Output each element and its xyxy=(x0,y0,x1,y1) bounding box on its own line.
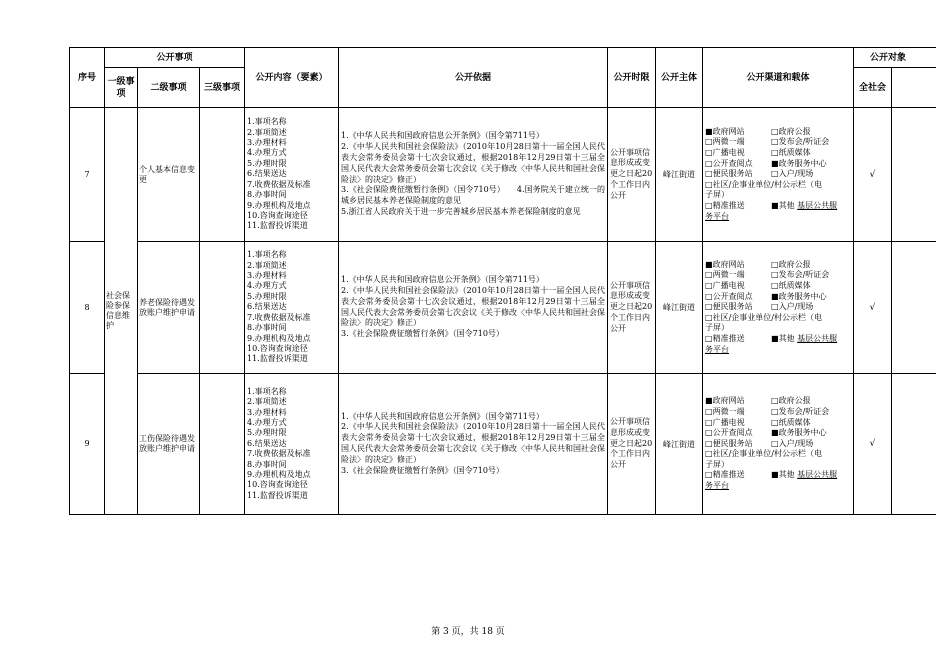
content-item: 1.事项名称 xyxy=(247,117,287,127)
channel-cell xyxy=(703,242,854,374)
header-time: 公开时限 xyxy=(608,48,656,108)
channel-other-cont: 务平台 xyxy=(705,211,730,221)
basis-entry: 5.浙江省人民政府关于进一步完善城乡居民基本养老保险制度的意见 xyxy=(341,206,581,216)
content-item: 7.收费依据及标准 xyxy=(247,179,311,189)
channel-community: □社区/企事业单位/村公示栏（电 xyxy=(705,312,822,322)
scope-blank-cell xyxy=(892,374,936,515)
content-item: 10.咨询查询途径 xyxy=(247,210,308,220)
channel-other: 基层公共服 xyxy=(797,200,838,210)
header-society: 全社会 xyxy=(854,68,892,108)
content-item: 9.办理机构及地点 xyxy=(247,470,311,480)
channel-community-cont: 子屏） xyxy=(705,323,730,333)
channel-gov-gazette: □政府公报 xyxy=(771,396,811,406)
header-basis: 公开依据 xyxy=(339,48,608,108)
basis-entry: 2.《中华人民共和国社会保险法》（2010年10月28日第十一届全国人民代表大会常务委员会第十七次会议通过，根据2018年12月29日第十三届全国人民代表大会常务委员会第七次会议《关于修改〈中华人民共和国社会保险法〉的决定》修正） xyxy=(341,422,606,464)
channel-radio-tv: □广播电视 xyxy=(705,148,745,158)
content-item: 6.结果送达 xyxy=(247,169,287,179)
content-item: 6.结果送达 xyxy=(247,302,287,312)
channel-paper-media: □纸质媒体 xyxy=(771,281,811,291)
content-item: 10.咨询查询途径 xyxy=(247,343,308,353)
basis-entry: 2.《中华人民共和国社会保险法》（2010年10月28日第十一届全国人民代表大会常务委员会第十七次会议通过，根据2018年12月29日第十三届全国人民代表大会常务委员会第七次会议《关于修改〈中华人民共和国社会保险法〉的决定》修正） xyxy=(341,142,606,184)
level3-cell xyxy=(200,108,245,242)
content-item: 2.事项简述 xyxy=(247,127,287,137)
level2-cell: 养老保险待遇发放账户维护申请 xyxy=(138,242,200,374)
channel-paper-media: □纸质媒体 xyxy=(771,148,811,158)
time-cell: 公开事项信息形成或变更之日起20个工作日内公开 xyxy=(608,108,656,242)
channel-press: □发布会/听证会 xyxy=(771,270,830,280)
content-item: 5.办理时限 xyxy=(247,291,287,301)
header-public-items: 公开事项 xyxy=(105,48,245,68)
subject-cell: 峰江街道 xyxy=(656,374,703,515)
channel-service-center: ■政务服务中心 xyxy=(771,428,827,438)
channel-query-point: □公开查阅点 xyxy=(705,428,753,438)
basis-entry: 3.《社会保险费征缴暂行条例》（国令710号） xyxy=(341,465,504,475)
channel-other-cont: 务平台 xyxy=(705,344,730,354)
channel-press: □发布会/听证会 xyxy=(771,406,830,416)
content-items-cell xyxy=(245,374,339,515)
channel-other-prefix: ■其他 xyxy=(771,333,795,343)
channel-community-cont: 子屏） xyxy=(705,459,730,469)
content-item: 5.办理时限 xyxy=(247,158,287,168)
content-item: 4.办理方式 xyxy=(247,148,287,158)
channel-service-center: ■政务服务中心 xyxy=(771,291,827,301)
subject-cell: 峰江街道 xyxy=(656,242,703,374)
channel-gov-site: ■政府网站 xyxy=(705,259,745,269)
content-item: 5.办理时限 xyxy=(247,428,287,438)
channel-cell xyxy=(703,374,854,515)
channel-two-micro: □两微一端 xyxy=(705,137,745,147)
content-item: 9.办理机构及地点 xyxy=(247,200,311,210)
channel-other: 基层公共服 xyxy=(797,470,838,480)
header-channel: 公开渠道和载体 xyxy=(703,48,854,108)
channel-gov-site: ■政府网站 xyxy=(705,396,745,406)
table-row xyxy=(70,108,936,242)
header-level3: 三级事项 xyxy=(200,68,245,108)
seq-cell: 9 xyxy=(70,374,105,515)
channel-press: □发布会/听证会 xyxy=(771,137,830,147)
page-footer: 第 3 页，共 18 页 xyxy=(431,627,505,637)
basis-cell xyxy=(339,242,608,374)
content-item: 3.办理材料 xyxy=(247,407,287,417)
channel-gov-site: ■政府网站 xyxy=(705,126,745,136)
content-item: 8.办事时间 xyxy=(247,459,287,469)
channel-other-prefix: ■其他 xyxy=(771,200,795,210)
level3-cell xyxy=(200,242,245,374)
content-item: 8.办事时间 xyxy=(247,190,287,200)
content-item: 7.收费依据及标准 xyxy=(247,312,311,322)
channel-service-center: ■政务服务中心 xyxy=(771,158,827,168)
header-level1: 一级事项 xyxy=(105,68,138,108)
society-check-cell: √ xyxy=(854,108,892,242)
content-item: 4.办理方式 xyxy=(247,281,287,291)
basis-entry: 2.《中华人民共和国社会保险法》（2010年10月28日第十一届全国人民代表大会常务委员会第十七次会议通过，根据2018年12月29日第十三届全国人民代表大会常务委员会第七次会议《关于修改〈中华人民共和国社会保险法〉的决定》修正） xyxy=(341,285,606,328)
channel-query-point: □公开查阅点 xyxy=(705,291,753,301)
society-check-cell: √ xyxy=(854,374,892,515)
content-item: 10.咨询查询途径 xyxy=(247,480,308,490)
channel-service-station: □便民服务站 xyxy=(705,438,753,448)
subject-cell: 峰江街道 xyxy=(656,108,703,242)
time-cell: 公开事项信息形成或变更之日起20个工作日内公开 xyxy=(608,242,656,374)
basis-entry: 1.《中华人民共和国政府信息公开条例》（国令第711号） xyxy=(341,275,544,285)
channel-door: □入户/现场 xyxy=(771,438,814,448)
channel-door: □入户/现场 xyxy=(771,302,814,312)
header-content: 公开内容（要素） xyxy=(245,48,339,108)
basis-cell xyxy=(339,108,608,242)
scope-blank-cell xyxy=(892,108,936,242)
level2-cell: 工伤保险待遇发放账户维护申请 xyxy=(138,374,200,515)
channel-query-point: □公开查阅点 xyxy=(705,158,753,168)
channel-service-station: □便民服务站 xyxy=(705,302,753,312)
content-items-cell xyxy=(245,242,339,374)
channel-precise: □精准推送 xyxy=(705,333,745,343)
channel-radio-tv: □广播电视 xyxy=(705,281,745,291)
channel-community: □社区/企事业单位/村公示栏（电 xyxy=(705,179,822,189)
level1-cell: 社会保险参保信息维护 xyxy=(105,108,138,515)
basis-entry: 1.《中华人民共和国政府信息公开条例》（国令第711号） xyxy=(341,131,544,141)
channel-service-station: □便民服务站 xyxy=(705,169,753,179)
content-item: 8.办事时间 xyxy=(247,323,287,333)
content-item: 11.监督投诉渠道 xyxy=(247,354,308,364)
table-row xyxy=(70,374,936,515)
header-level2: 二级事项 xyxy=(138,68,200,108)
table-viewport xyxy=(69,47,936,516)
level2-cell: 个人基本信息变更 xyxy=(138,108,200,242)
channel-cell xyxy=(703,108,854,242)
basis-entry: 1.《中华人民共和国政府信息公开条例》（国令第711号） xyxy=(341,411,544,421)
channel-other-prefix: ■其他 xyxy=(771,470,795,480)
level3-cell xyxy=(200,374,245,515)
scope-blank-cell xyxy=(892,242,936,374)
channel-other: 基层公共服 xyxy=(797,333,838,343)
content-item: 3.办理材料 xyxy=(247,138,287,148)
seq-cell: 8 xyxy=(70,242,105,374)
content-item: 11.监督投诉渠道 xyxy=(247,490,308,500)
channel-community: □社区/企事业单位/村公示栏（电 xyxy=(705,449,822,459)
content-item: 6.结果送达 xyxy=(247,438,287,448)
channel-other-cont: 务平台 xyxy=(705,481,730,491)
basis-entry: 3.《社会保险费征缴暂行条例》（国令710号） xyxy=(341,329,504,339)
content-item: 1.事项名称 xyxy=(247,250,287,260)
basis-cell xyxy=(339,374,608,515)
content-item: 1.事项名称 xyxy=(247,386,287,396)
channel-two-micro: □两微一端 xyxy=(705,270,745,280)
channel-paper-media: □纸质媒体 xyxy=(771,417,811,427)
content-item: 2.事项简述 xyxy=(247,260,287,270)
content-item: 2.事项简述 xyxy=(247,397,287,407)
header-scope: 公开对象 xyxy=(854,48,936,68)
channel-precise: □精准推送 xyxy=(705,470,745,480)
table-row xyxy=(70,242,936,374)
content-item: 9.办理机构及地点 xyxy=(247,333,311,343)
content-item: 4.办理方式 xyxy=(247,417,287,427)
content-items-cell xyxy=(245,108,339,242)
header-seq: 序号 xyxy=(70,48,105,108)
seq-cell: 7 xyxy=(70,108,105,242)
channel-community-cont: 子屏） xyxy=(705,190,730,200)
time-cell: 公开事项信息形成或变更之日起20个工作日内公开 xyxy=(608,374,656,515)
content-item: 7.收费依据及标准 xyxy=(247,449,311,459)
channel-gov-gazette: □政府公报 xyxy=(771,126,811,136)
header-scope-blank xyxy=(892,68,936,108)
content-item: 3.办理材料 xyxy=(247,271,287,281)
header-subject: 公开主体 xyxy=(656,48,703,108)
channel-radio-tv: □广播电视 xyxy=(705,417,745,427)
society-check-cell: √ xyxy=(854,242,892,374)
channel-precise: □精准推送 xyxy=(705,200,745,210)
channel-door: □入户/现场 xyxy=(771,169,814,179)
disclosure-table xyxy=(69,47,936,515)
basis-entry: 3.《社会保险费征缴暂行条例》（国令710号） 4.国务院关于建立统一的城乡居民基本养老保险制度的意见 xyxy=(341,185,606,206)
channel-gov-gazette: □政府公报 xyxy=(771,259,811,269)
channel-two-micro: □两微一端 xyxy=(705,406,745,416)
content-item: 11.监督投诉渠道 xyxy=(247,221,308,231)
